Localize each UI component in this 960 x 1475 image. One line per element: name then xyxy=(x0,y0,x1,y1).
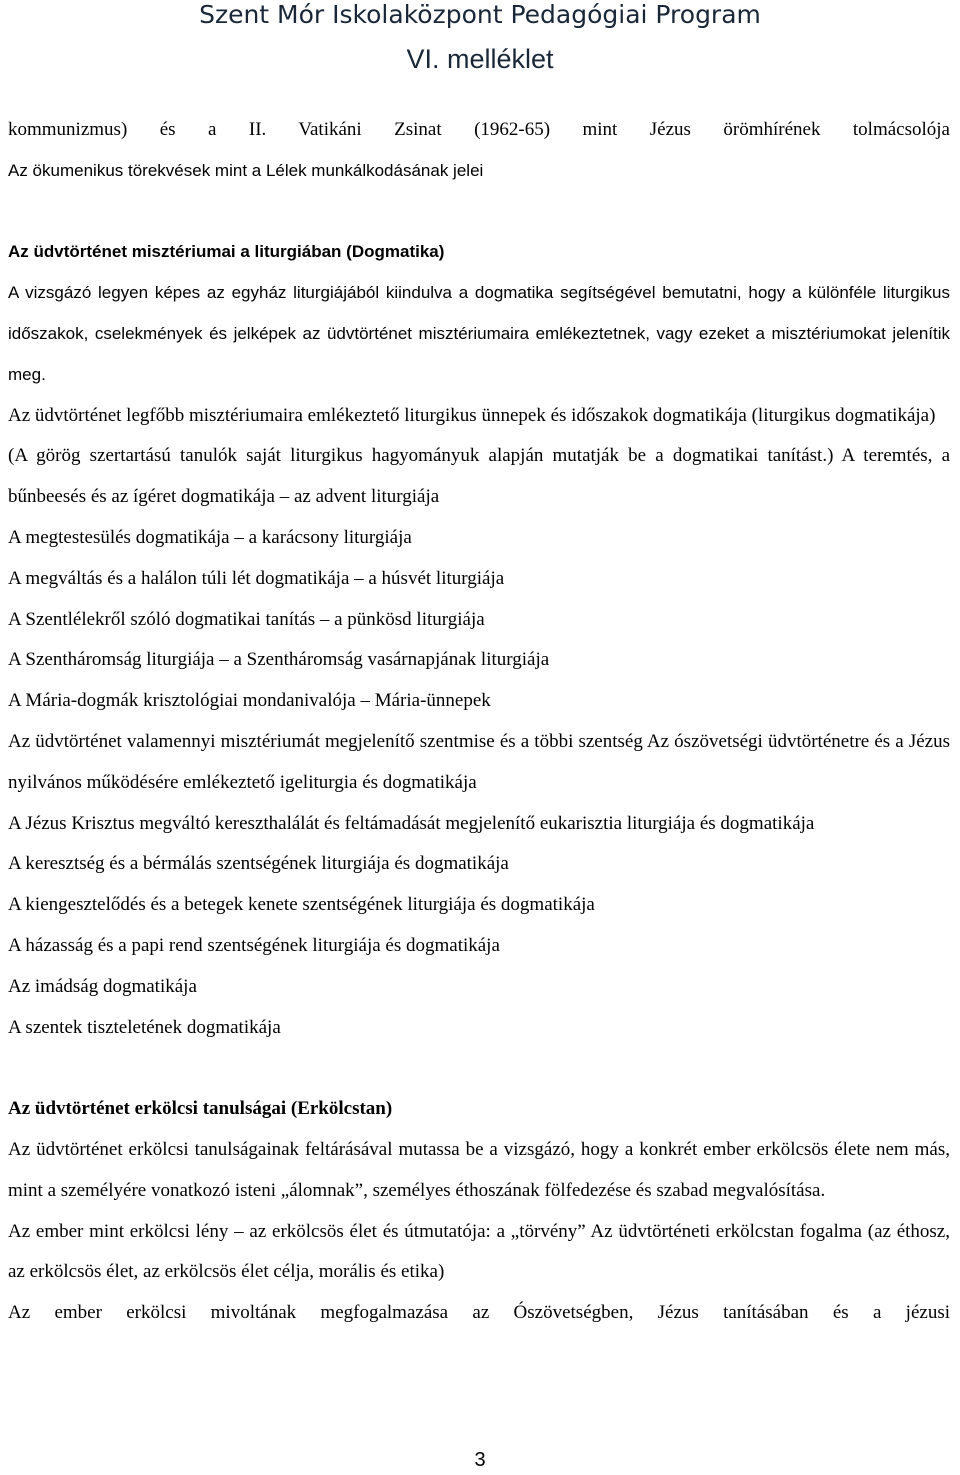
body-line: A kiengesztelődés és a betegek kenete szentségének liturgiája és dogmatikája xyxy=(8,894,595,916)
body-line: A szentek tiszteletének dogmatikája xyxy=(8,1016,281,1038)
page-header-subtitle: VI. melléklet xyxy=(406,44,554,74)
page-header-title: Szent Mór Iskolaközpont Pedagógiai Program xyxy=(199,0,761,29)
body-line: Az imádság dogmatikája xyxy=(8,975,197,997)
body-paragraph: Az üdvtörténet legfőbb misztériumaira emlékeztető liturgikus ünnepek és időszakok dogmatikája (liturgikus dogmatikája) xyxy=(8,404,936,426)
body-paragraph: Az ember mint erkölcsi lény – az erkölcsös élet és útmutatója: a „törvény” Az üdvtörténeti erkölcstan fogalma (az éthosz, az erkölcsös élet, az erkölcsös élet célja, morális és etika) xyxy=(8,1220,950,1283)
document-body xyxy=(8,110,950,1334)
body-line: A keresztség és a bérmálás szentségének liturgiája és dogmatikája xyxy=(8,853,509,875)
page-number: 3 xyxy=(474,1449,486,1471)
body-paragraph: Az üdvtörténet erkölcsi tanulságainak feltárásával mutassa be a vizsgázó, hogy a konkrét ember erkölcsös élete nem más, mint a személyére vonatkozó isteni „álomnak”, személyes éthoszának fölfedezése és szabad megvalósítása. xyxy=(8,1138,950,1201)
body-paragraph: A Jézus Krisztus megváltó kereszthalálát és feltámadását megjelenítő eukarisztia liturgiája és dogmatikája xyxy=(8,812,815,834)
section-heading-erkolcstan: Az üdvtörténet erkölcsi tanulságai (Erkölcstan) xyxy=(8,1098,393,1120)
spacer xyxy=(8,192,950,233)
body-line: Az ember erkölcsi mivoltának megfogalmazása az Ószövetségben, Jézus tanításában és a jézusi xyxy=(8,1302,950,1324)
body-line: A Szentháromság liturgiája – a Szentháromság vasárnapjának liturgiája xyxy=(8,649,550,671)
body-line: A Mária-dogmák krisztológiai mondanivalója – Mária-ünnepek xyxy=(8,690,491,712)
body-paragraph: A vizsgázó legyen képes az egyház liturgiájából kiindulva a dogmatika segítségével bemutatni, hogy a különféle liturgikus időszakok, cselekmények és jelképek az üdvtörténet misztériumaira emlékeztetnek, vagy ezeket a misztériumokat jelenítik meg. xyxy=(8,283,950,384)
body-paragraph: Az üdvtörténet valamennyi misztériumát megjelenítő szentmise és a többi szentség Az ószövetségi üdvtörténetre és a Jézus nyilvános működésére emlékeztető igeliturgia és dogmatikája xyxy=(8,730,950,793)
body-line: A megtestesülés dogmatikája – a karácsony liturgiája xyxy=(8,526,412,548)
section-heading-dogmatika: Az üdvtörténet misztériumai a liturgiában (Dogmatika) xyxy=(8,242,445,262)
body-line: A házasság és a papi rend szentségének liturgiája és dogmatikája xyxy=(8,934,500,956)
body-line: A megváltás és a halálon túli lét dogmatikája – a húsvét liturgiája xyxy=(8,567,505,589)
body-paragraph: (A görög szertartású tanulók saját liturgikus hagyományuk alapján mutatják be a dogmatikai tanítást.) A teremtés, a bűnbeesés és az ígéret dogmatikája – az advent liturgiája xyxy=(8,445,950,508)
body-line: kommunizmus) és a II. Vatikáni Zsinat (1962-65) mint Jézus örömhírének tolmácsolója xyxy=(8,119,950,140)
body-line: Az ökumenikus törekvések mint a Lélek munkálkodásának jelei xyxy=(8,160,484,180)
spacer xyxy=(8,1048,950,1089)
body-line: A Szentlélekről szóló dogmatikai tanítás – a pünkösd liturgiája xyxy=(8,608,485,630)
